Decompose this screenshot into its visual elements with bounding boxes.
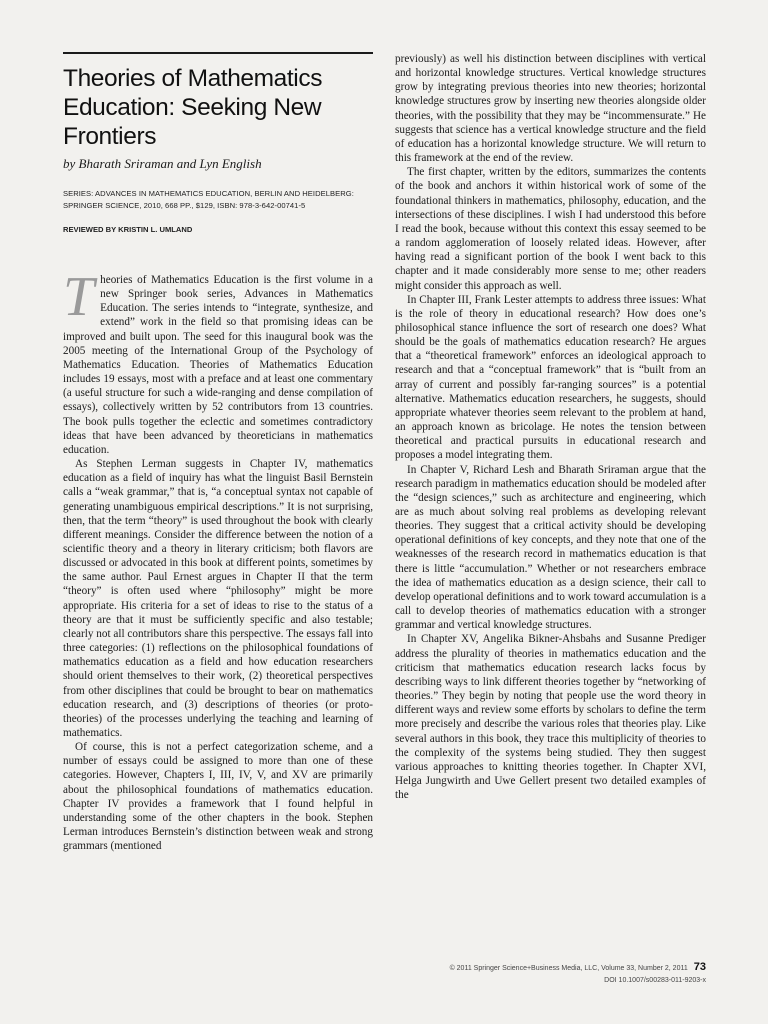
series-info: SERIES: ADVANCES IN MATHEMATICS EDUCATION, BERLIN AND HEIDELBERG: SPRINGER SCIENCE, 2010, 668 PP., $129, ISBN: 978-3-642-00741-5 — [63, 189, 354, 210]
book-byline: by Bharath Sriraman and Lyn English — [63, 156, 262, 171]
left-column-body — [63, 266, 373, 853]
doi-line: DOI 10.1007/s00283-011-9203-x — [604, 977, 706, 984]
paragraph: Theories of Mathematics Education is the first volume in a new Springer book series, Advances in Mathematics Education. The series intends to “integrate, synthesize, and extend” work in the field so that promising ideas can be improved and built upon. The seed for this inaugural book was the 2005 meeting of the International Group of the Psychology of Mathematics Education. Theories of Mathematics Education includes 19 essays, most with a preface and at least one commentary (a useful structure for such a wide-ranging and dense compilation of essays), collectively written by 52 contributors from 13 countries. The book pulls together the eclectic and sometimes contradictory ideas that have been advanced by theoreticians in mathematics education. — [63, 266, 373, 456]
page-footer — [450, 961, 706, 987]
reviewer-credit: REVIEWED BY KRISTIN L. UMLAND — [63, 225, 193, 234]
paragraph: In Chapter III, Frank Lester attempts to address three issues: What is the role of theory in educational research? How does one’s philosophical stance influence the sort of research one does? What should be the goals of mathematics education research? He argues that a “theoretical framework” enforces an ideological approach to research and that a “conceptual framework” that is “built from an array of current and possibly far-ranging sources” is a potential alternative. Mathematics education researchers, he suggests, should appropriate whatever theories seem relevant to the problem at hand, an approach known as bricolage. He notes the tension between theoretical and practical pursuits in educational research and proposes a model integrating them. — [395, 293, 706, 462]
header-rule — [63, 52, 373, 54]
paragraph: In Chapter V, Richard Lesh and Bharath Sriraman argue that the research paradigm in mathematics education should be modeled after the “design sciences,” such as architecture and engineering, which are as much about solving real problems as developing relevant theories. They suggest that a critical activity should be developing operational definitions of key concepts, and they note that one of the weaknesses of the research record in mathematics education is that there is little “accumulation.” Whether or not researchers embrace the idea of mathematics education as a design science, their call to develop operational definitions and to work toward accumulation is a call to develop theories of mathematics education with a stronger grammar and vertical knowledge structures. — [395, 463, 706, 632]
right-column-body — [395, 52, 706, 802]
page-number: 73 — [693, 961, 706, 973]
paragraph: In Chapter XV, Angelika Bikner-Ahsbahs and Susanne Prediger address the plurality of theories in mathematics education and the criticism that mathematics education research lacks focus by describing ways to link different theories together by “networking of theories.” They begin by noting that people use the word theory in different ways and review some efforts by scholars to define the term more precisely and describe the various roles that theories play. Like several authors in this book, they trace this multiplicity of theories to the complexity of the systems being studied. They then suggest various approaches to knitting theories together. In Chapter XVI, Helga Jungwirth and Uwe Gellert present two detailed examples of the — [395, 633, 706, 802]
paragraph: As Stephen Lerman suggests in Chapter IV, mathematics education as a field of inquiry has what the linguist Basil Bernstein calls a “weak grammar,” that is, “a conceptual syntax not capable of generating unambiguous empirical descriptions.” It is not surprising, then, that the term “theory” is used throughout the book with clearly different meanings. Consider the difference between the notion of a scientific theory and a theory in literary criticism; both flavors are discussed or advocated in this book at different points, sometimes by the same author. Paul Ernest argues in Chapter II that the term “theory” is often used where “philosophy” might be more appropriate. His criteria for a set of ideas to rise to the status of a theory are that it must be sufficiently specific and also testable; clearly not all contributors share this perspective. The essays fall into three categories: (1) reflections on the philosophical foundations of mathematics education as a field and how education researchers should orient themselves to their work, (2) theoretical perspectives from other disciplines that could be brought to bear on mathematics education research, and (3) descriptions of theories (or proto-theories) of the processes underlying the teaching and learning of mathematics. — [63, 458, 373, 739]
article-header — [63, 52, 373, 234]
article-title: Theories of Mathematics Education: Seeking New Frontiers — [63, 65, 323, 150]
paragraph: The first chapter, written by the editors, summarizes the contents of the book and anchors it within historical work of some of the foundational thinkers in mathematics, philosophy, education, and the intersections of these disciplines. I wish I had understood this before I read the book, because without this context this essay seemed to be a random agglomeration of loosely related ideas. However, after having read a significant portion of the book I went back to this chapter and it made considerably more sense to me; other readers might consider this approach as well. — [395, 166, 706, 292]
paragraph: Of course, this is not a perfect categorization scheme, and a number of essays could be assigned to more than one of these categories. However, Chapters I, III, IV, V, and XV are primarily about the philosophical foundations of mathematics education. Chapter IV provides a framework that I found helpful in understanding some of the other chapters in the book. Stephen Lerman introduces Bernstein’s distinction between weak and strong grammars (mentioned — [63, 741, 373, 853]
paragraph: previously) as well his distinction between disciplines with vertical and horizontal knowledge structures. Vertical knowledge structures grow by integrating previous theories into new theories; horizontal knowledge structures grow by inserting new theories alongside older theories, with the possibility that they may be “incommensurate.” He suggests that science has a vertical knowledge structure and the field of education has a horizontal knowledge structure. We will return to this framework at the end of the review. — [395, 53, 706, 165]
drop-cap: T — [63, 266, 95, 328]
copyright-line: © 2011 Springer Science+Business Media, LLC, Volume 33, Number 2, 2011 — [449, 965, 688, 972]
